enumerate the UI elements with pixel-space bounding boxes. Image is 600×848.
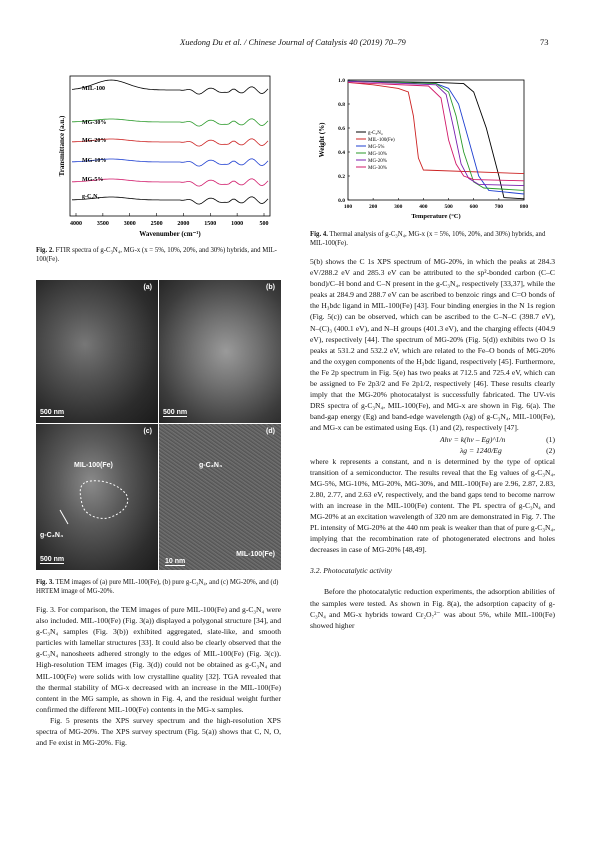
running-header: Xuedong Du et al. / Chinese Journal of Catalysis 40 (2019) 70–79 [180,37,406,47]
fig2-series-label: MG-5% [82,177,104,183]
tem-panel-b [159,280,281,423]
fig2-series-label: g-C₃N₄ [82,194,100,200]
equation-1-number: (1) [546,434,555,444]
fig4-xtick-label: 700 [494,204,503,210]
page-number: 73 [540,37,549,47]
tem-panel-c-label-gcn: g-C₃N₄ [40,532,64,539]
tem-panel-c [36,424,158,570]
equation-2-number: (2) [546,445,555,455]
equation-2 [310,445,555,456]
fig3-tem-grid [36,280,281,570]
fig3-caption [36,578,281,596]
fig4-tga-chart [310,72,532,220]
fig4-ytick-label: 0.0 [338,198,345,204]
fig2-series-label: MG-20% [82,138,107,144]
fig2-xtick-label: 3000 [123,221,136,227]
fig4-ytick-label: 0.2 [338,174,345,180]
fig4-legend-label: MG-30% [368,166,387,171]
fig4-ytick-label: 0.6 [338,126,345,132]
tem-panel-d-tag: (d) [266,428,275,435]
left-paragraph-2: Fig. 5 presents the XPS survey spectrum and the high-resolution XPS spectra of MG-20%. The XPS survey spectrum (Fig. 5(a)) shows that C, N, O, and Fe exist in MG-20%. Fig. [36,715,281,748]
fig4-ytick-label: 0.8 [338,102,345,108]
tem-panel-c-tag: (c) [143,428,152,435]
tem-panel-c-outline [36,424,158,570]
fig2-caption [36,246,281,264]
fig2-series [72,80,268,204]
equation-2-body: λg = 1240/Eg [460,445,502,455]
fig2-xtick-label: 500 [259,221,269,227]
fig2-xtick-label: 1500 [204,221,217,227]
fig2-svg [58,72,280,240]
fig2-xtick-label: 1000 [231,221,244,227]
left-column-text [36,604,281,748]
tem-panel-a [36,280,158,423]
fig3-caption-label: Fig. 3. [36,579,54,586]
tem-panel-c-label-mil: MIL-100(Fe) [74,462,113,469]
fig4-xtick-label: 300 [394,204,403,210]
fig4-caption-text: Thermal analysis of g-C₃N₄, MG-x (x = 5%, 10%, 20%, and 30%) hybrids, and MIL-100(Fe). [310,231,546,248]
fig3-caption-text: TEM images of (a) pure MIL-100(Fe), (b) pure g-C₃N₄, and (c) MG-20%, and (d) HRTEM image of MG-20%. [36,579,279,596]
fig4-ylabel: Weight (%) [318,122,326,158]
fig2-caption-label: Fig. 2. [36,247,54,254]
fig4-xtick-label: 200 [369,204,378,210]
right-paragraph-2: where k represents a constant, and n is determined by the type of optical transition of a semiconductor. The results reveal that the Eg values of g-C₃N₄, MG-5%, MG-10%, MG-20%, MG-30%, and MIL-100(Fe) are 2.96, 2.87, 2.83, 2.80, 2.77, and 2.63 eV, respectively, and the band gaps tend to become narrow with an increase in the MIL-100(Fe) content. The PL spectra of g-C₃N₄ and MG-20% at an excitation wavelength of 320 nm are demonstrated in Fig. 7. The PL intensity of MG-20% at the 440 nm peak is weaker than that of pure g-C₃N₄, implying that the recombination rate of photogenerated electrons and holes decreases in case of MG-20% [48,49]. [310,456,555,555]
right-paragraph-3: Before the photocatalytic reduction experiments, the adsorption abilities of the samples were tested. As shown in Fig. 8(a), the adsorption capacity of g-C₃N₄ and MG-x hybrids toward Cr₂O₇²⁻ was about 5%, while MIL-100(Fe) showed higher [310,587,555,630]
fig2-series-label: MG-30% [82,120,107,126]
fig2-series-line [72,197,268,204]
fig4-legend-label: MIL-100(Fe) [368,138,395,143]
fig4-caption-label: Fig. 4. [310,231,328,238]
tem-panel-b-scale: 500 nm [163,409,188,416]
right-paragraph-1: 5(b) shows the C 1s XPS spectrum of MG-20%, in which the peaks at 284.3 eV/288.2 eV and 285.3 eV can be attributed to the sp²-bonded carbon (C–C bond)/C–H bond and C–N present in the g-C₃N₄, respectively [33,37], while the peaks at 284.9 and 288.7 eV can be ascribed to benzoic rings and C=O bonds of the H₃bdc ligand in MIL-100(Fe) [43]. Four binding energies in the N 1s region (Fig. 5(c)) can be observed, which can be ascribed to the C–N–C (398.7 eV), N–(C)₃ (400.1 eV), and N–H groups (401.3 eV), and the charging effects (404.9 eV), respectively [44]. The spectrum of MG-20% (Fig. 5(d)) exhibits two O 1s peaks at 531.2 and 532.2 eV, which are related to the Fe–O bonds of MG-20% and the oxygen components of the H₃bdc ligand, respectively [45]. Furthermore, the Fe 2p spectrum in Fig. 5(e) has two peaks at 712.5 and 725.4 eV, which can be assigned to Fe 2p3/2 and Fe 2p1/2, respectively [46]. These results clearly imply that the MG-20% photocatalyst is successfully fabricated. The UV-vis DRS spectra of g-C₃N₄, MIL-100(Fe), and MG-x are shown in Fig. 6(a). The band-gap energy (Eg) and band-edge wavelength (λg) of g-C₃N₄, MIL-100(Fe), and MG-x can be estimated using Eqs. (1) and (2), respectively [47]. [310,257,555,433]
fig2-xtick-label: 2500 [150,221,163,227]
fig2-ftir-chart [58,72,280,240]
fig2-xtick-label: 2000 [177,221,190,227]
tem-panel-a-tag: (a) [143,284,152,291]
fig2-frame [70,76,270,216]
tem-panel-d-label-mil: MIL-100(Fe) [236,551,275,558]
tem-panel-d-label-gcn: g-C₃N₄ [199,462,223,469]
fig2-ylabel: Transmittance (a.u.) [58,115,66,177]
tem-panel-c-scale: 500 nm [40,556,65,563]
fig2-series-label: MIL-100 [82,86,105,92]
fig4-legend-label: MG-20% [368,159,387,164]
fig4-xtick-label: 400 [419,204,428,210]
fig4-svg [310,72,532,220]
fig4-legend-label: g-C₃N₄ [368,131,383,136]
fig4-xtick-label: 500 [444,204,453,210]
fig2-caption-text: FTIR spectra of g-C₃N₄, MG-x (x = 5%, 10%, 20%, and 30%) hybrids, and MIL-100(Fe). [36,247,277,264]
fig4-xtick-label: 600 [469,204,478,210]
fig2-series-label: MG-10% [82,158,107,164]
equation-1 [310,434,555,445]
equation-1-body: Ahv = k(hv – Eg)^1/n [440,434,506,444]
fig4-legend-label: MG-10% [368,152,387,157]
fig4-caption [310,230,555,248]
tem-panel-d-scale: 10 nm [165,558,186,565]
fig2-xticks [70,213,269,227]
fig4-ytick-label: 0.4 [338,150,345,156]
fig2-xlabel: Wavenumber (cm⁻¹) [139,230,201,238]
fig2-xtick-label: 3500 [96,221,109,227]
fig4-legend-label: MG-5% [368,145,385,150]
fig2-xtick-label: 4000 [70,221,82,227]
fig4-ytick-label: 1.0 [338,78,345,84]
tem-panel-b-tag: (b) [266,284,275,291]
tem-panel-a-scale: 500 nm [40,409,65,416]
fig4-xtick-label: 100 [343,204,353,210]
right-column-text [310,256,555,631]
section-heading: 3.2. Photocatalytic activity [310,566,392,576]
fig4-xlabel: Temperature (°C) [411,213,461,220]
left-paragraph-1: Fig. 3. For comparison, the TEM images of pure MIL-100(Fe) and g-C₃N₄ were also included. MIL-100(Fe) (Fig. 3(a)) displayed a polygonal structure [34], and g-C₃N₄ samples (Fig. 3(b)) exhibited aggregated, slate-like, and smooth particles with lamellar structures [33]. It could also be clearly observed that the g-C₃N₄ nanosheets adhered strongly to the edges of MIL-100(Fe) (Fig. 3(c)). High-resolution TEM images (Fig. 3(d)) could not be obtained as g-C₃N₄ and MIL-100(Fe) were solids with low crystalline quality [32]. TGA revealed that the thermal stability of MG-x decreased with an increase in the MIL-100(Fe) content in the MG sample, as shown in Fig. 4, and the residual weight further confirmed the different MIL-100(Fe) contents in the MG-x samples. [36,605,281,714]
fig4-axes [338,78,528,210]
tem-panel-d [159,424,281,570]
fig4-legend [356,131,395,171]
fig4-xtick-label: 800 [519,204,529,210]
